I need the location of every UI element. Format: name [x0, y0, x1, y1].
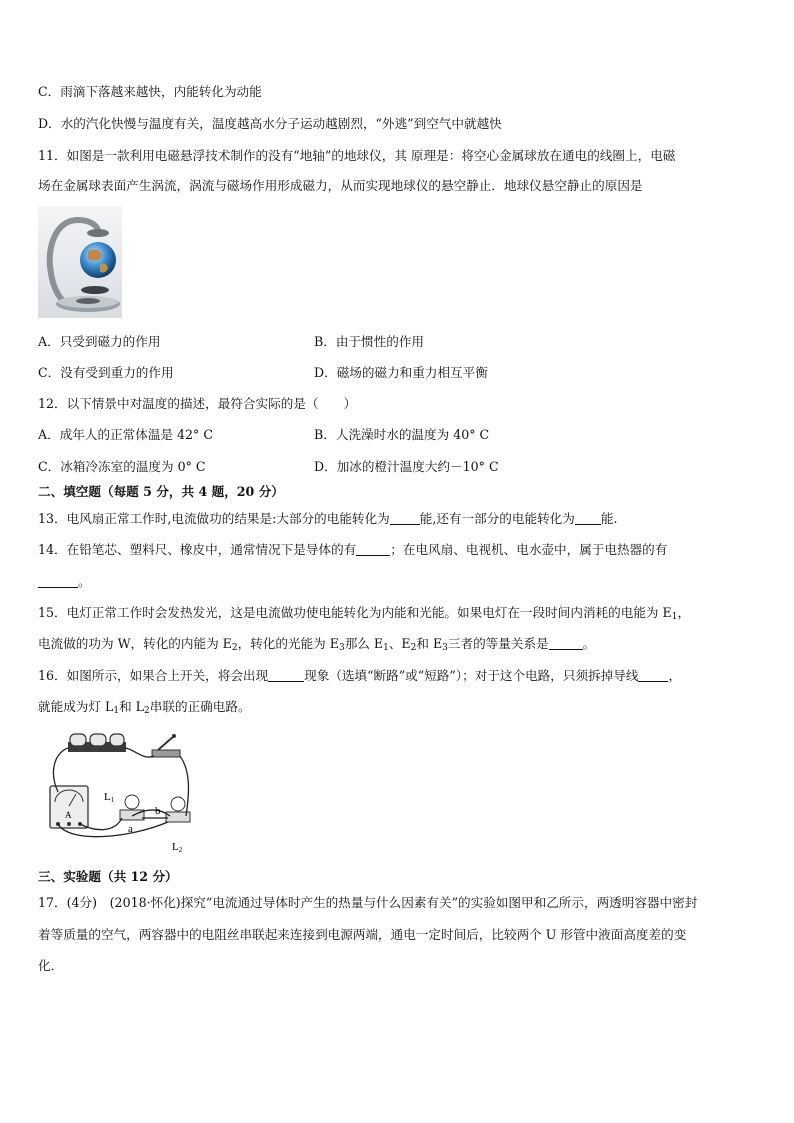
battery-icon: [68, 734, 126, 752]
q15-stem-line1: 15．电灯正常工作时会发热发光，这是电流做功使电能转化为内能和光能。如果电灯在一段时间内消耗的电能为 $E_1$，: [38, 605, 691, 622]
circuit-diagram: [40, 730, 210, 858]
levitating-globe-image: [38, 206, 122, 318]
q16-stem-line1: 16．如图所示，如果合上开关，将会出现 现象（选填“断路”或“短路”）；对于这个电路，只须拆掉导线 ，: [38, 668, 682, 683]
answer-blank[interactable]: [638, 669, 668, 682]
q12-option-c: C．冰箱冷冻室的温度为 0° C: [38, 459, 206, 474]
answer-blank[interactable]: [38, 575, 78, 588]
answer-blank[interactable]: [549, 637, 583, 650]
section-2-title: 二、填空题（每题 5 分，共 4 题，20 分）: [38, 484, 284, 499]
switch-icon: [152, 734, 180, 757]
ammeter-icon: [50, 786, 88, 828]
q17-stem-line3: 化．: [38, 958, 64, 973]
section-3-title: 三、实验题（共 12 分）: [38, 869, 178, 884]
q16-stem-line2: 就能成为灯 $L_1$和 $L_2$串联的正确电路。: [38, 699, 251, 716]
q15-stem-line2: 电流做的功为 W，转化的内能为 $E_2$，转化的光能为 $E_3$那么 $E_1$、$E_2$和 $E_3$三者的等量关系是 。: [38, 636, 596, 653]
q12-option-b: B．人洗澡时水的温度为 40° C: [314, 427, 490, 442]
q17-stem-line1: 17．(4分) (2018·怀化)探究“电流通过导体时产生的热量与什么因素有关”的实验如图甲和乙所示，两透明容器中密封: [38, 895, 698, 910]
answer-blank[interactable]: [390, 512, 420, 525]
label-l1: L1: [104, 791, 115, 804]
label-b: b: [155, 805, 161, 817]
answer-blank[interactable]: [268, 669, 304, 682]
answer-blank[interactable]: [575, 512, 601, 525]
ammeter-label: A: [65, 810, 72, 820]
q11-option-b: B．由于惯性的作用: [314, 334, 425, 349]
q12-stem: 12．以下情景中对温度的描述，最符合实际的是（ ）: [38, 396, 357, 411]
q12-option-d: D．加冰的橙汁温度大约－10° C: [314, 459, 499, 474]
bulb-l1-icon: [120, 795, 144, 820]
label-l2: L2: [172, 841, 183, 854]
q10-option-c: C．雨滴下落越来越快，内能转化为动能: [38, 84, 262, 99]
q10-option-d: D．水的汽化快慢与温度有关，温度越高水分子运动越剧烈，“外逃”到空气中就越快: [38, 116, 502, 131]
q11-option-c: C．没有受到重力的作用: [38, 365, 174, 380]
q11-option-a: A．只受到磁力的作用: [38, 334, 161, 349]
q12-option-a: A．成年人的正常体温是 42° C: [38, 427, 213, 442]
q14-stem-line2: 。: [38, 573, 91, 591]
q11-stem-line1: 11．如图是一款利用电磁悬浮技术制作的没有“地轴”的地球仪，其 原理是：将空心金属球放在通电的线圈上，电磁: [38, 148, 676, 163]
q13-stem: 13．电风扇正常工作时,电流做功的结果是:大部分的电能转化为 能,还有一部分的电能转化为 能.: [38, 511, 618, 526]
q17-stem-line2: 着等质量的空气，两容器中的电阻丝串联起来连接到电源两端，通电一定时间后，比较两个 U 形管中液面高度差的变: [38, 927, 687, 942]
label-a: a: [128, 823, 133, 835]
q14-stem: 14．在铅笔芯、塑料尺、橡皮中，通常情况下是导体的有 ；在电风扇、电视机、电水壶中，属于电热器的有: [38, 542, 668, 557]
q11-option-d: D．磁场的磁力和重力相互平衡: [314, 365, 488, 380]
answer-blank[interactable]: [356, 543, 390, 556]
q11-stem-line2: 场在金属球表面产生涡流，涡流与磁场作用形成磁力，从而实现地球仪的悬空静止．地球仪悬空静止的原因是: [38, 178, 643, 193]
